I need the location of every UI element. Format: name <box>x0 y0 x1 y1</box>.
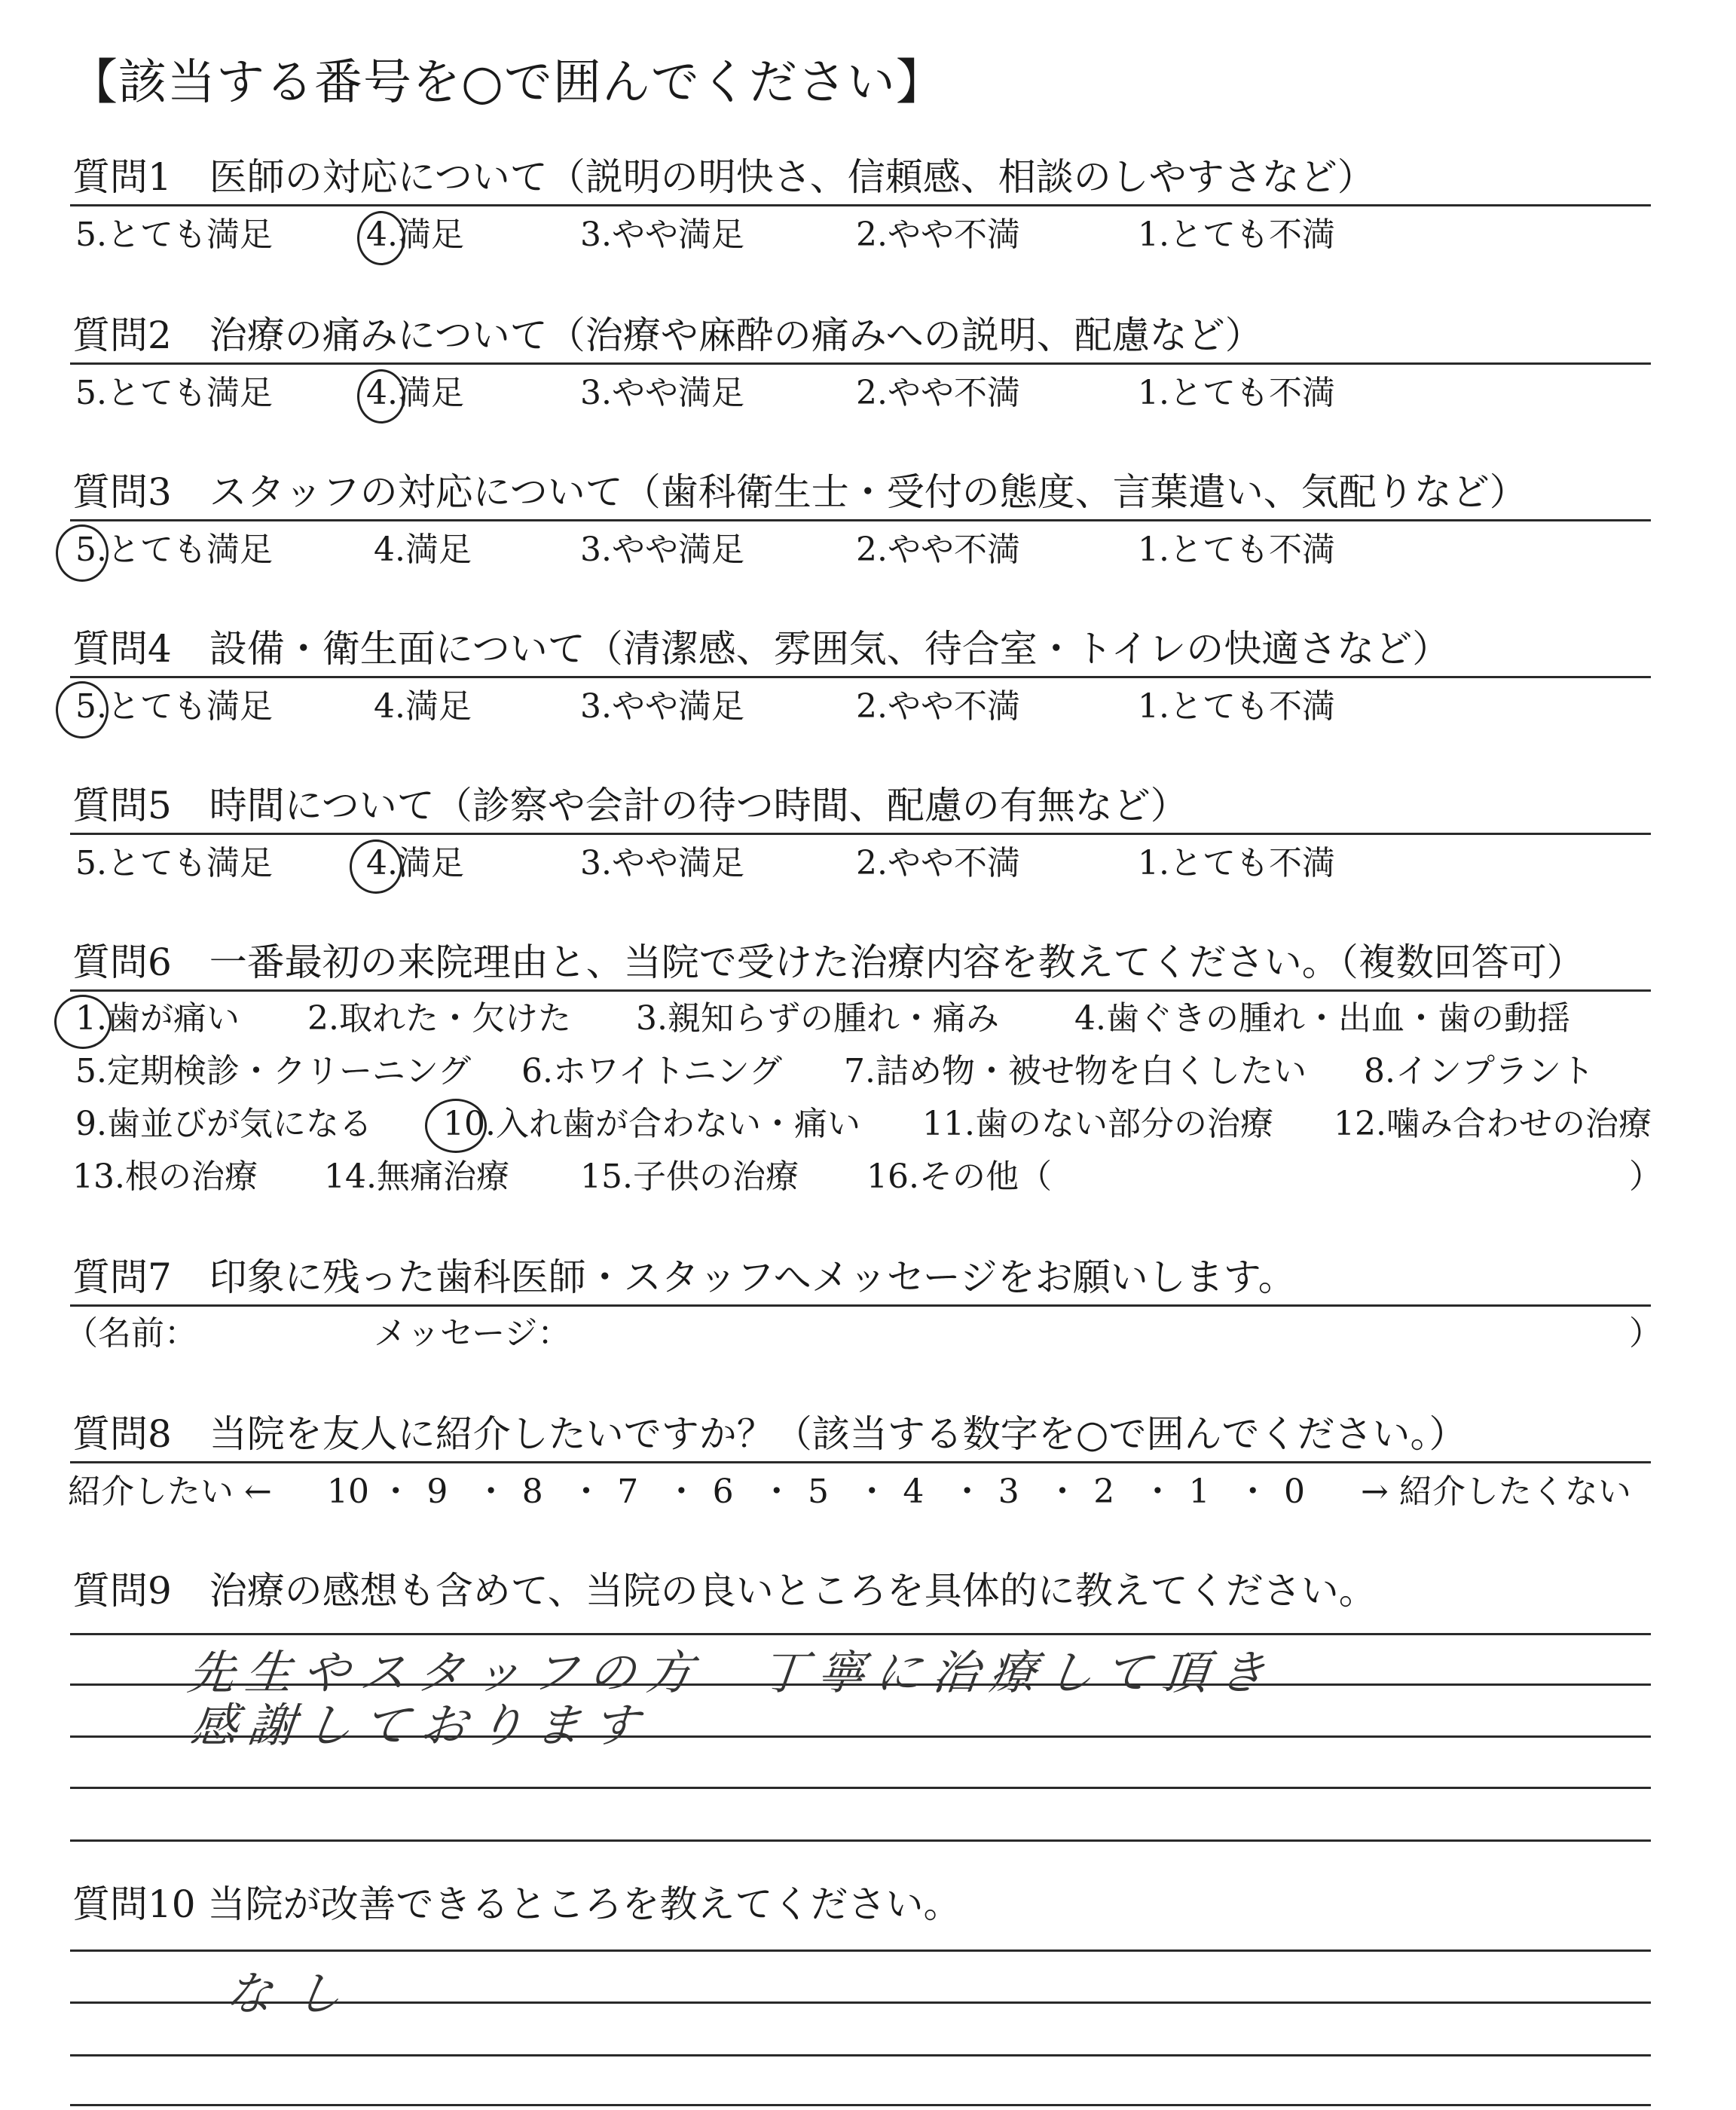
q8-scale-separator: ・ <box>474 1472 508 1511</box>
q6-option-8[interactable]: 8.インプラント <box>1364 1052 1594 1090</box>
q8-scale-value-5[interactable]: 5 <box>808 1472 829 1511</box>
q8-scale-value-1[interactable]: 1 <box>1188 1472 1210 1511</box>
q5-rule <box>70 833 1651 835</box>
q6-selection-circle-1 <box>54 995 112 1049</box>
q8-scale-separator: ・ <box>950 1472 984 1511</box>
q2-selection-circle <box>357 369 405 424</box>
q6-option-13[interactable]: 13.根の治療 <box>72 1157 258 1196</box>
q1-option-4[interactable]: 4.満足 <box>366 216 464 254</box>
q8-scale-value-9[interactable]: 9 <box>426 1472 448 1511</box>
q4-option-1[interactable]: 1.とても不満 <box>1138 687 1335 726</box>
q4-option-3[interactable]: 3.やや満足 <box>580 687 744 726</box>
q8-scale-value-0[interactable]: 0 <box>1284 1472 1305 1511</box>
q7-rule <box>70 1304 1651 1307</box>
q4-rule <box>70 676 1651 678</box>
q8-scale-value-4[interactable]: 4 <box>903 1472 925 1511</box>
q8-scale-value-7[interactable]: 7 <box>617 1472 639 1511</box>
q3-rule <box>70 519 1651 521</box>
q8-scale-separator: ・ <box>1236 1472 1270 1511</box>
q3-option-2[interactable]: 2.やや不満 <box>856 531 1020 569</box>
q5-option-2[interactable]: 2.やや不満 <box>856 844 1020 882</box>
q6-selection-circle-10 <box>425 1099 487 1153</box>
q5-selection-circle <box>350 839 402 894</box>
q8-title: 質問8 当院を友人に紹介したいですか？（該当する数字を○で囲んでください。） <box>72 1412 1467 1456</box>
q9-handwritten-answer-2: 感謝しております <box>188 1698 653 1753</box>
q3-selection-circle <box>56 524 108 582</box>
q10-handwritten-answer: なし <box>222 1966 368 2021</box>
q6-option-7[interactable]: 7.詰め物・被せ物を白くしたい <box>844 1052 1307 1090</box>
q8-scale-value-6[interactable]: 6 <box>712 1472 734 1511</box>
q6-option-10[interactable]: 10.入れ歯が合わない・痛い <box>443 1105 860 1143</box>
q4-option-4[interactable]: 4.満足 <box>374 687 472 726</box>
q8-left-label: 紹介したい ← <box>68 1472 272 1511</box>
q8-scale-separator: ・ <box>570 1472 603 1511</box>
q4-option-2[interactable]: 2.やや不満 <box>856 687 1020 726</box>
q6-option-1[interactable]: 1.歯が痛い <box>75 999 240 1038</box>
q10-title: 質問10 当院が改善できるところを教えてください。 <box>72 1882 961 1926</box>
q8-scale-separator: ・ <box>1046 1472 1079 1511</box>
q7-name-label: （名前： <box>65 1314 197 1353</box>
q6-option-2[interactable]: 2.取れた・欠けた <box>307 999 571 1038</box>
q9-line-5 <box>70 1839 1651 1842</box>
q7-close: ） <box>1629 1314 1662 1353</box>
q6-option-15[interactable]: 15.子供の治療 <box>580 1157 799 1196</box>
q5-option-1[interactable]: 1.とても不満 <box>1138 844 1335 882</box>
q6-option-3[interactable]: 3.親知らずの腫れ・痛み <box>636 999 999 1038</box>
q8-scale-value-8[interactable]: 8 <box>521 1472 543 1511</box>
q2-option-4[interactable]: 4.満足 <box>366 374 464 412</box>
q1-option-2[interactable]: 2.やや不満 <box>856 216 1020 254</box>
q6-rule <box>70 989 1651 992</box>
q8-scale-separator: ・ <box>760 1472 793 1511</box>
q8-scale-separator: ・ <box>665 1472 698 1511</box>
q2-option-5[interactable]: 5.とても満足 <box>75 374 273 412</box>
q8-scale-value-3[interactable]: 3 <box>998 1472 1019 1511</box>
q8-rule <box>70 1461 1651 1463</box>
q6-option-14[interactable]: 14.無痛治療 <box>324 1157 509 1196</box>
q5-title: 質問5 時間について（診察や会計の待つ時間、配慮の有無など） <box>72 784 1188 827</box>
q9-handwritten-answer-1: 先生やスタッフの方 丁寧に治療して頂き <box>185 1645 1279 1700</box>
q3-option-1[interactable]: 1.とても不満 <box>1138 531 1335 569</box>
q2-option-2[interactable]: 2.やや不満 <box>856 374 1020 412</box>
q7-title: 質問7 印象に残った歯科医師・スタッフへメッセージをお願いします。 <box>72 1255 1296 1299</box>
q6-option-16[interactable]: 16.その他（ <box>866 1157 1052 1196</box>
q6-option-6[interactable]: 6.ホワイトニング <box>521 1052 783 1090</box>
q6-option-11[interactable]: 11.歯のない部分の治療 <box>922 1105 1273 1143</box>
q6-title: 質問6 一番最初の来院理由と、当院で受けた治療内容を教えてください。（複数回答可） <box>72 940 1585 984</box>
q3-option-5[interactable]: 5.とても満足 <box>75 531 273 569</box>
q3-title: 質問3 スタッフの対応について（歯科衛生士・受付の態度、言葉遣い、気配りなど） <box>72 470 1527 514</box>
q8-scale-separator: ・ <box>1141 1472 1175 1511</box>
q9-title: 質問9 治療の感想も含めて、当院の良いところを具体的に教えてください。 <box>72 1569 1377 1613</box>
q6-option-12[interactable]: 12.噛み合わせの治療 <box>1334 1105 1652 1143</box>
q8-right-label: → 紹介したくない <box>1361 1472 1631 1511</box>
q6-option-5[interactable]: 5.定期検診・クリーニング <box>75 1052 472 1090</box>
q5-option-4[interactable]: 4.満足 <box>366 844 464 882</box>
q1-option-1[interactable]: 1.とても不満 <box>1138 216 1335 254</box>
q10-line-3 <box>70 2054 1651 2056</box>
q7-message-label: メッセージ： <box>374 1314 571 1353</box>
q10-line-4 <box>70 2104 1651 2106</box>
q8-scale-value-2[interactable]: 2 <box>1093 1472 1115 1511</box>
q4-option-5[interactable]: 5.とても満足 <box>75 687 273 726</box>
form-header: 【該当する番号を○で囲んでください】 <box>69 55 945 111</box>
q8-scale-value-10[interactable]: 10 <box>327 1472 369 1511</box>
q2-option-3[interactable]: 3.やや満足 <box>580 374 744 412</box>
q3-option-4[interactable]: 4.満足 <box>374 531 472 569</box>
q1-rule <box>70 204 1651 206</box>
q10-line-1 <box>70 1949 1651 1952</box>
q2-rule <box>70 362 1651 365</box>
q8-scale-separator: ・ <box>379 1472 413 1511</box>
q6-option-4[interactable]: 4.歯ぐきの腫れ・出血・歯の動揺 <box>1074 999 1570 1038</box>
q5-option-3[interactable]: 3.やや満足 <box>580 844 744 882</box>
q6-option-16-close: ） <box>1629 1157 1662 1196</box>
q4-title: 質問4 設備・衛生面について（清潔感、雰囲気、待合室・トイレの快適さなど） <box>72 627 1450 671</box>
q1-title: 質問1 医師の対応について（説明の明快さ、信頼感、相談のしやすさなど） <box>72 155 1375 199</box>
q1-option-3[interactable]: 3.やや満足 <box>580 216 744 254</box>
q6-option-9[interactable]: 9.歯並びが気になる <box>75 1105 372 1143</box>
q1-selection-circle <box>357 211 405 265</box>
q2-option-1[interactable]: 1.とても不満 <box>1138 374 1335 412</box>
q2-title: 質問2 治療の痛みについて（治療や麻酔の痛みへの説明、配慮など） <box>72 313 1263 357</box>
q8-scale-separator: ・ <box>855 1472 889 1511</box>
q4-selection-circle <box>56 681 108 738</box>
q9-line-4 <box>70 1787 1651 1789</box>
q1-option-5[interactable]: 5.とても満足 <box>75 216 273 254</box>
q3-option-3[interactable]: 3.やや満足 <box>580 531 744 569</box>
q5-option-5[interactable]: 5.とても満足 <box>75 844 273 882</box>
